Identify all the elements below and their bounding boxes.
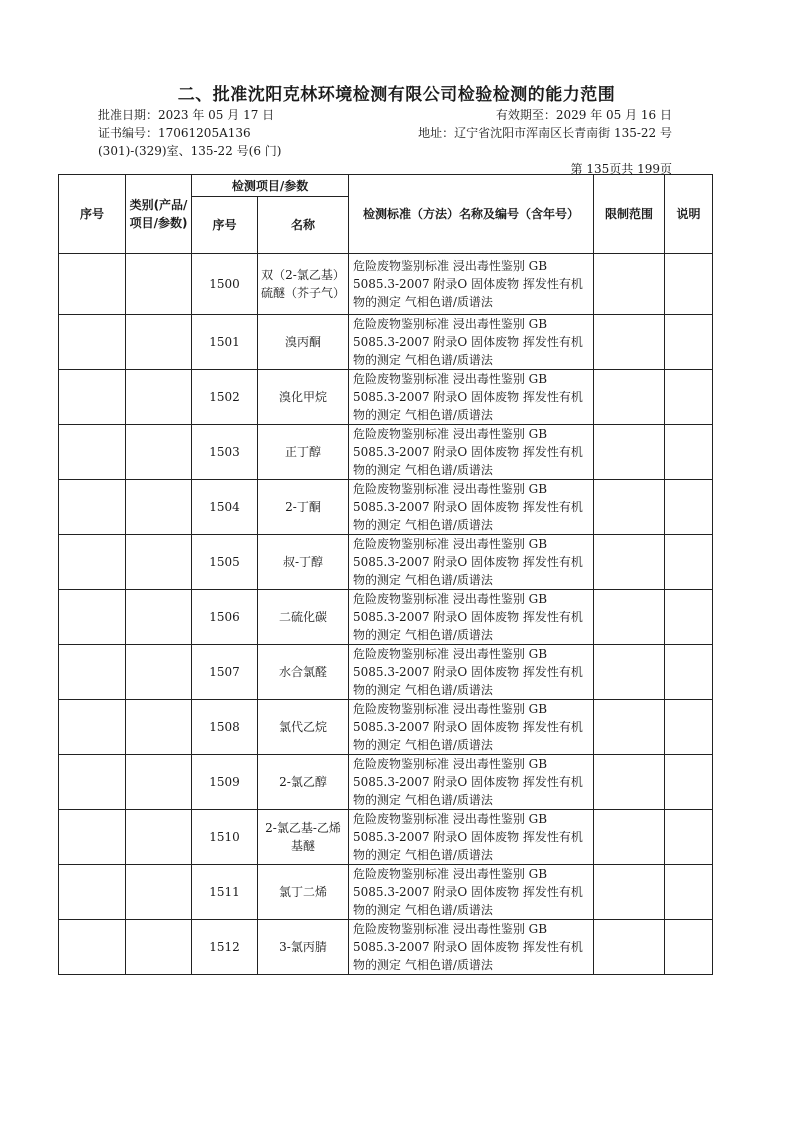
table-row	[59, 425, 713, 480]
header-note: 说明	[665, 175, 713, 254]
cell-category	[126, 315, 192, 370]
cell-standard: 危险废物鉴别标准 浸出毒性鉴别 GB 5085.3-2007 附录O 固体废物 挥发性有机物的测定 气相色谱/质谱法	[349, 810, 594, 865]
cell-limit	[594, 254, 665, 315]
cell-category	[126, 645, 192, 700]
cell-note	[665, 920, 713, 975]
cell-item-name: 水合氯醛	[258, 645, 349, 700]
cell-item-no: 1510	[192, 810, 258, 865]
cell-standard: 危险废物鉴别标准 浸出毒性鉴别 GB 5085.3-2007 附录O 固体废物 挥发性有机物的测定 气相色谱/质谱法	[349, 700, 594, 755]
cell-limit	[594, 810, 665, 865]
certificate-number: 证书编号：17061205A136	[98, 126, 251, 140]
cell-limit	[594, 590, 665, 645]
cell-limit	[594, 370, 665, 425]
cell-item-no: 1509	[192, 755, 258, 810]
header-category: 类别(产品/项目/参数)	[126, 175, 192, 254]
cell-item-name: 氯丁二烯	[258, 865, 349, 920]
cell-standard: 危险废物鉴别标准 浸出毒性鉴别 GB 5085.3-2007 附录O 固体废物 挥发性有机物的测定 气相色谱/质谱法	[349, 425, 594, 480]
cell-item-name: 双（2-氯乙基）硫醚（芥子气）	[258, 254, 349, 315]
cell-item-name: 氯代乙烷	[258, 700, 349, 755]
cell-category	[126, 700, 192, 755]
cell-seq	[59, 370, 126, 425]
table-row	[59, 700, 713, 755]
cell-item-no: 1504	[192, 480, 258, 535]
cell-category	[126, 535, 192, 590]
cell-item-no: 1505	[192, 535, 258, 590]
cell-item-no: 1511	[192, 865, 258, 920]
cell-limit	[594, 645, 665, 700]
cell-note	[665, 535, 713, 590]
cell-note	[665, 254, 713, 315]
cell-item-name: 溴化甲烷	[258, 370, 349, 425]
table-row	[59, 590, 713, 645]
cell-limit	[594, 755, 665, 810]
cell-standard: 危险废物鉴别标准 浸出毒性鉴别 GB 5085.3-2007 附录O 固体废物 挥发性有机物的测定 气相色谱/质谱法	[349, 645, 594, 700]
cell-seq	[59, 865, 126, 920]
cell-seq	[59, 425, 126, 480]
cell-item-no: 1503	[192, 425, 258, 480]
cell-category	[126, 480, 192, 535]
cell-category	[126, 755, 192, 810]
cell-item-name: 2-氯乙基-乙烯基醚	[258, 810, 349, 865]
table-row	[59, 315, 713, 370]
address: 地址：辽宁省沈阳市浑南区长青南街 135-22 号	[418, 126, 672, 140]
cell-limit	[594, 865, 665, 920]
cell-standard: 危险废物鉴别标准 浸出毒性鉴别 GB 5085.3-2007 附录O 固体废物 挥发性有机物的测定 气相色谱/质谱法	[349, 535, 594, 590]
cell-item-no: 1501	[192, 315, 258, 370]
cell-note	[665, 810, 713, 865]
page-title: 二、批准沈阳克林环境检测有限公司检验检测的能力范围	[177, 85, 616, 105]
capability-table	[58, 174, 713, 975]
cell-item-no: 1506	[192, 590, 258, 645]
table-row	[59, 810, 713, 865]
cell-category	[126, 254, 192, 315]
cell-note	[665, 645, 713, 700]
cell-limit	[594, 920, 665, 975]
header-standard: 检测标准（方法）名称及编号（含年号）	[349, 175, 594, 254]
cell-standard: 危险废物鉴别标准 浸出毒性鉴别 GB 5085.3-2007 附录O 固体废物 挥发性有机物的测定 气相色谱/质谱法	[349, 590, 594, 645]
header-item-seq: 序号	[192, 197, 258, 254]
table-row	[59, 370, 713, 425]
cell-category	[126, 865, 192, 920]
cell-limit	[594, 480, 665, 535]
cell-standard: 危险废物鉴别标准 浸出毒性鉴别 GB 5085.3-2007 附录O 固体废物 挥发性有机物的测定 气相色谱/质谱法	[349, 755, 594, 810]
table-row	[59, 645, 713, 700]
cell-item-name: 3-氯丙腈	[258, 920, 349, 975]
cell-item-name: 叔-丁醇	[258, 535, 349, 590]
cell-category	[126, 810, 192, 865]
cell-seq	[59, 920, 126, 975]
cell-item-name: 二硫化碳	[258, 590, 349, 645]
cell-limit	[594, 425, 665, 480]
cell-note	[665, 755, 713, 810]
cell-item-no: 1512	[192, 920, 258, 975]
cell-standard: 危险废物鉴别标准 浸出毒性鉴别 GB 5085.3-2007 附录O 固体废物 挥发性有机物的测定 气相色谱/质谱法	[349, 315, 594, 370]
cell-seq	[59, 535, 126, 590]
header-limit: 限制范围	[594, 175, 665, 254]
cell-item-name: 正丁醇	[258, 425, 349, 480]
header-item-name: 名称	[258, 197, 349, 254]
cell-category	[126, 920, 192, 975]
address-continued: (301)-(329)室、135-22 号(6 门)	[98, 144, 282, 158]
cell-item-no: 1500	[192, 254, 258, 315]
cell-seq	[59, 755, 126, 810]
header-item-group: 检测项目/参数	[192, 175, 349, 197]
cell-note	[665, 700, 713, 755]
valid-until: 有效期至：2029 年 05 月 16 日	[495, 108, 672, 122]
table-row	[59, 254, 713, 315]
cell-item-name: 溴丙酮	[258, 315, 349, 370]
table-row	[59, 480, 713, 535]
cell-standard: 危险废物鉴别标准 浸出毒性鉴别 GB 5085.3-2007 附录O 固体废物 挥发性有机物的测定 气相色谱/质谱法	[349, 370, 594, 425]
cell-limit	[594, 535, 665, 590]
table-row	[59, 535, 713, 590]
cell-item-no: 1507	[192, 645, 258, 700]
page-info: 第 135页共 199页	[570, 162, 672, 176]
cell-seq	[59, 810, 126, 865]
cell-seq	[59, 315, 126, 370]
cell-note	[665, 865, 713, 920]
cell-item-no: 1508	[192, 700, 258, 755]
cell-limit	[594, 700, 665, 755]
header-seq: 序号	[59, 175, 126, 254]
cell-item-name: 2-氯乙醇	[258, 755, 349, 810]
cell-standard: 危险废物鉴别标准 浸出毒性鉴别 GB 5085.3-2007 附录O 固体废物 挥发性有机物的测定 气相色谱/质谱法	[349, 480, 594, 535]
cell-note	[665, 370, 713, 425]
cell-seq	[59, 254, 126, 315]
cell-category	[126, 590, 192, 645]
approval-date: 批准日期：2023 年 05 月 17 日	[98, 108, 275, 122]
table-row	[59, 865, 713, 920]
table-row	[59, 755, 713, 810]
cell-note	[665, 425, 713, 480]
cell-item-name: 2-丁酮	[258, 480, 349, 535]
cell-item-no: 1502	[192, 370, 258, 425]
cell-seq	[59, 700, 126, 755]
cell-seq	[59, 480, 126, 535]
cell-standard: 危险废物鉴别标准 浸出毒性鉴别 GB 5085.3-2007 附录O 固体废物 挥发性有机物的测定 气相色谱/质谱法	[349, 865, 594, 920]
cell-category	[126, 370, 192, 425]
cell-note	[665, 315, 713, 370]
cell-category	[126, 425, 192, 480]
cell-standard: 危险废物鉴别标准 浸出毒性鉴别 GB 5085.3-2007 附录O 固体废物 挥发性有机物的测定 气相色谱/质谱法	[349, 254, 594, 315]
cell-note	[665, 480, 713, 535]
table-row	[59, 920, 713, 975]
cell-seq	[59, 590, 126, 645]
cell-note	[665, 590, 713, 645]
cell-seq	[59, 645, 126, 700]
cell-limit	[594, 315, 665, 370]
cell-standard: 危险废物鉴别标准 浸出毒性鉴别 GB 5085.3-2007 附录O 固体废物 挥发性有机物的测定 气相色谱/质谱法	[349, 920, 594, 975]
